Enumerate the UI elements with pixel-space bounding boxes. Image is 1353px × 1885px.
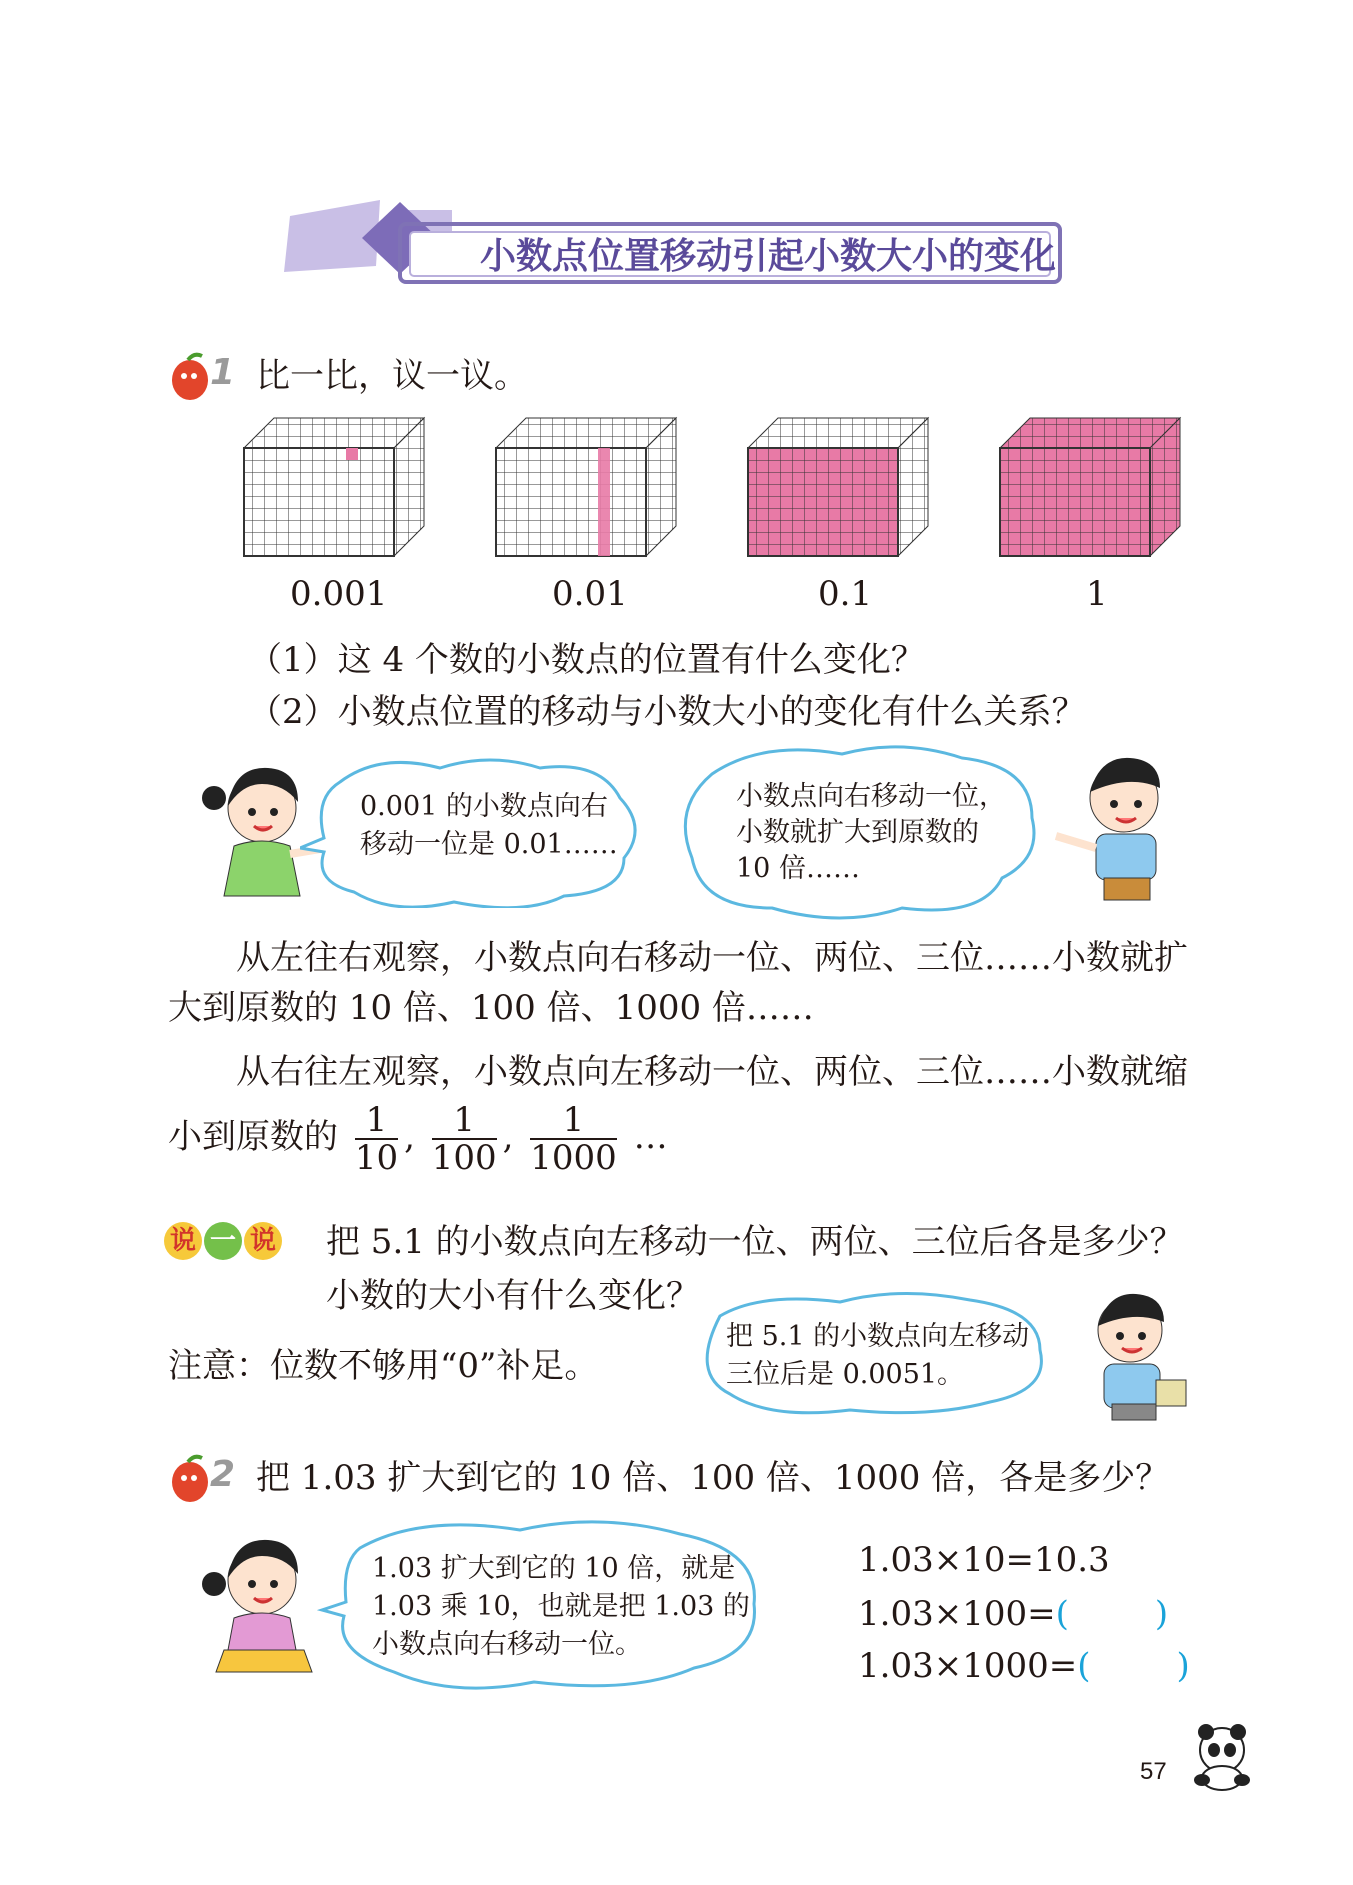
paragraph-2-prefix: 小到原数的 — [168, 1117, 338, 1157]
boy-bubble-line1: 小数点向右移动一位， — [736, 781, 1006, 812]
girl-bubble-line1: 0.001 的小数点向右 — [360, 791, 608, 822]
equation-3 — [858, 1646, 1190, 1687]
boy-bubble-line2: 小数就扩大到原数的 — [736, 817, 979, 848]
fraction-1-10: $\frac{1}{10}$ — [354, 1100, 399, 1178]
example-number-2: 2 — [210, 1454, 236, 1495]
girl2-bubble-line1: 1.03 扩大到它的 10 倍，就是 — [372, 1553, 736, 1584]
boy-illustration — [1050, 752, 1200, 912]
equation-1: 1.03×10=10.3 — [858, 1540, 1110, 1580]
answer-blank-3-close: ) — [1176, 1646, 1190, 1686]
cube-label-3: 0.1 — [818, 574, 873, 614]
paragraph-2-line2: 小到原数的 $\frac{1}{10}$ , $\frac{1}{100}$ , $\frac{1}{1000}$ … — [168, 1100, 668, 1178]
speak-badge — [164, 1222, 282, 1260]
equation-2 — [858, 1594, 1168, 1635]
example1-prompt: 比一比，议一议。 — [256, 356, 528, 396]
section-title: 小数点位置移动引起小数大小的变化 — [480, 236, 1057, 277]
boy2-bubble-line2: 三位后是 0.0051。 — [726, 1359, 965, 1390]
speak-badge-char1: 说 — [164, 1222, 202, 1260]
fraction-1-1000: $\frac{1}{1000}$ — [530, 1100, 617, 1178]
speak-badge-char3: 说 — [244, 1222, 282, 1260]
answer-blank-2-open: ( — [1055, 1594, 1069, 1634]
cube-label-1: 0.001 — [290, 574, 388, 614]
question-1: （1）这 4 个数的小数点的位置有什么变化？ — [248, 640, 925, 680]
page-number: 57 — [1140, 1758, 1167, 1785]
cube-1 — [996, 412, 1186, 562]
speak-line1: 把 5.1 的小数点向左移动一位、两位、三位后各是多少？ — [326, 1222, 1184, 1262]
cube-label-2: 0.01 — [552, 574, 628, 614]
girl2-bubble-line3: 小数点向右移动一位。 — [372, 1629, 642, 1660]
fraction-1-100: $\frac{1}{100}$ — [431, 1100, 497, 1178]
paragraph-1-line2: 大到原数的 10 倍、100 倍、1000 倍…… — [168, 988, 814, 1028]
paragraph-1-line1: 从左往右观察，小数点向右移动一位、两位、三位……小数就扩 — [236, 938, 1188, 978]
boy2-bubble-line1: 把 5.1 的小数点向左移动 — [726, 1321, 1030, 1352]
speak-badge-char2: 一 — [204, 1222, 242, 1260]
cube-0-001 — [240, 412, 430, 562]
speak-line2: 小数的大小有什么变化？ — [326, 1276, 700, 1316]
question-2: （2）小数点位置的移动与小数大小的变化有什么关系？ — [248, 692, 1086, 732]
girl-bubble-line2: 移动一位是 0.01…… — [360, 829, 618, 860]
cube-0-1 — [744, 412, 934, 562]
cube-label-4: 1 — [1086, 574, 1108, 614]
paragraph-2-suffix: … — [633, 1117, 668, 1157]
girl2-bubble-line2: 1.03 乘 10，也就是把 1.03 的 — [372, 1591, 750, 1622]
panda-icon — [1184, 1720, 1260, 1792]
equation-3-text: 1.03×1000= — [858, 1646, 1078, 1686]
example-number-1: 1 — [210, 352, 236, 393]
example2-prompt: 把 1.03 扩大到它的 10 倍、100 倍、1000 倍，各是多少？ — [256, 1458, 1170, 1498]
note-text: 注意：位数不够用“0”补足。 — [168, 1346, 599, 1386]
cube-0-01 — [492, 412, 682, 562]
boy2-illustration — [1070, 1286, 1200, 1426]
boy-bubble-line3: 10 倍…… — [736, 853, 860, 884]
equation-2-text: 1.03×100= — [858, 1594, 1056, 1634]
answer-blank-2-close: ) — [1154, 1594, 1169, 1634]
paragraph-2-line1: 从右往左观察，小数点向左移动一位、两位、三位……小数就缩 — [236, 1052, 1188, 1092]
answer-blank-3-open: ( — [1077, 1646, 1091, 1686]
